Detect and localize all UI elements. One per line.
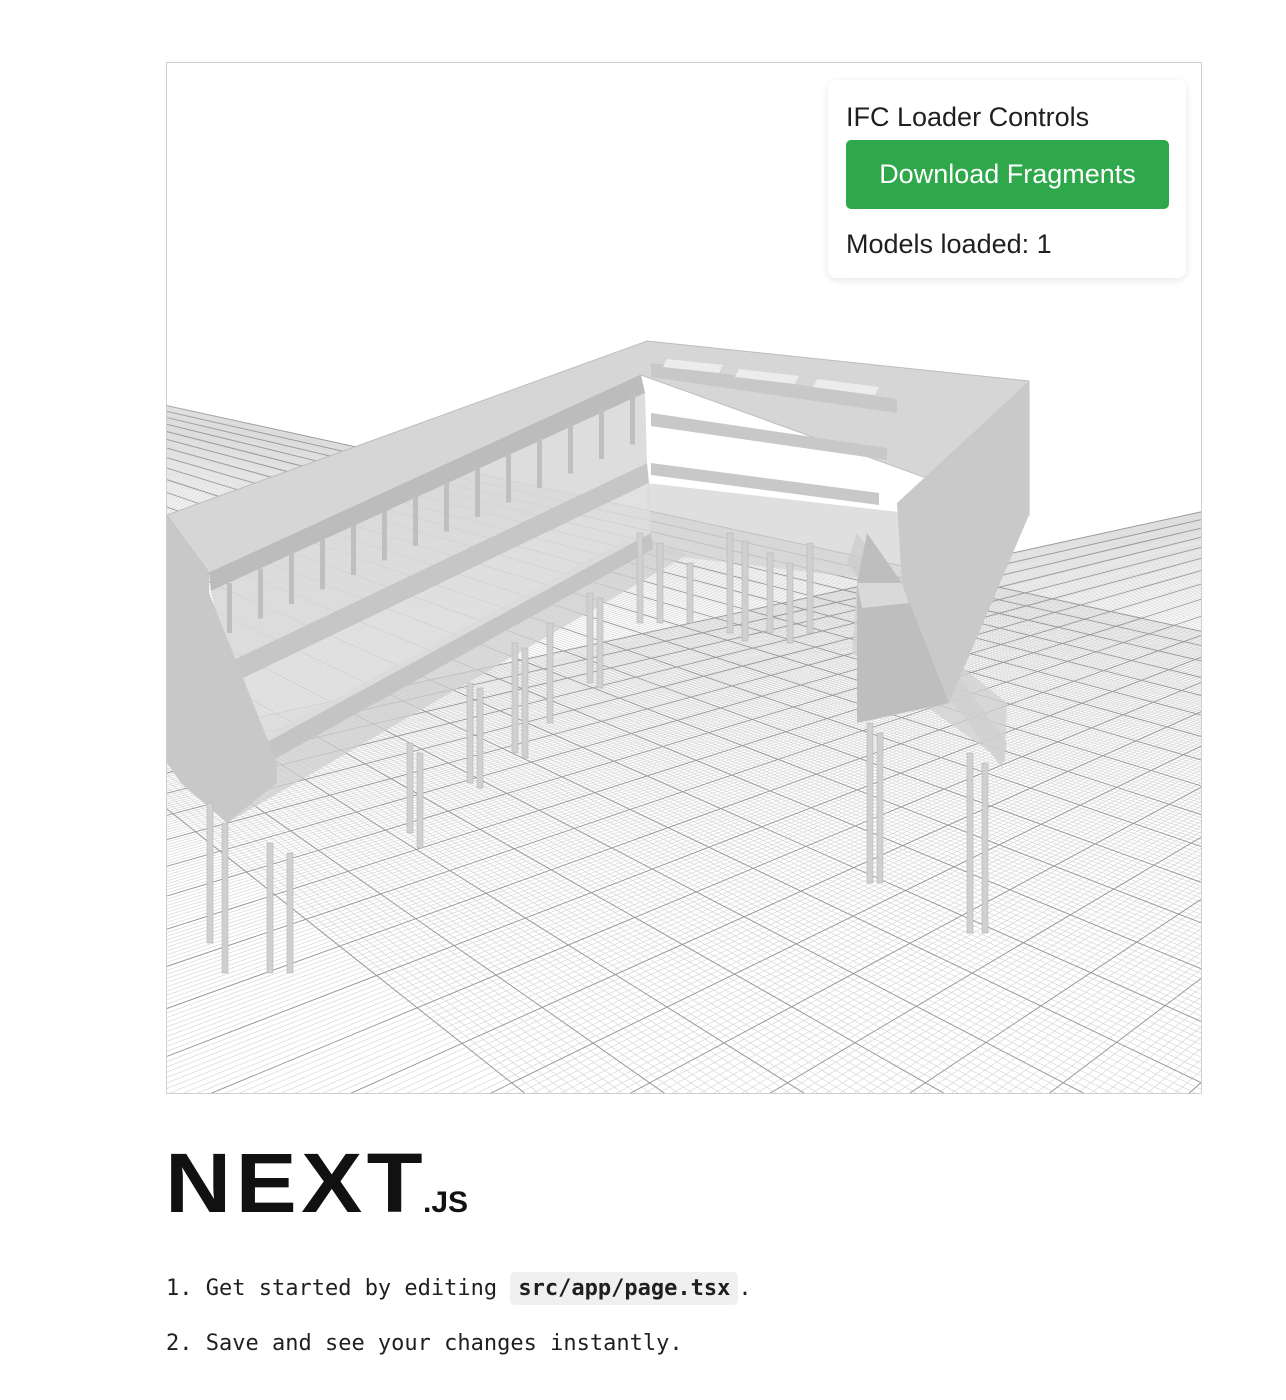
logo-suffix: .JS [423,1186,469,1218]
ifc-loader-panel [828,80,1186,278]
panel-title: IFC Loader Controls [846,102,1090,132]
step-item [166,1268,752,1323]
nextjs-logo [165,1148,485,1218]
step-item [166,1323,752,1378]
logo-wordmark: NEXT [165,1148,427,1218]
step-number: 1. [166,1276,193,1301]
models-loaded-status: Models loaded: 1 [846,229,1052,259]
getting-started-steps [166,1268,752,1378]
download-fragments-button[interactable]: Download Fragments [846,140,1169,209]
step-text-end: . [738,1276,752,1301]
code-path: src/app/page.tsx [510,1272,738,1305]
step-text: Get started by editing [205,1276,498,1301]
step-number: 2. [166,1331,193,1356]
step-text: Save and see your changes instantly. [205,1331,683,1356]
3d-viewer[interactable] [166,62,1202,1094]
